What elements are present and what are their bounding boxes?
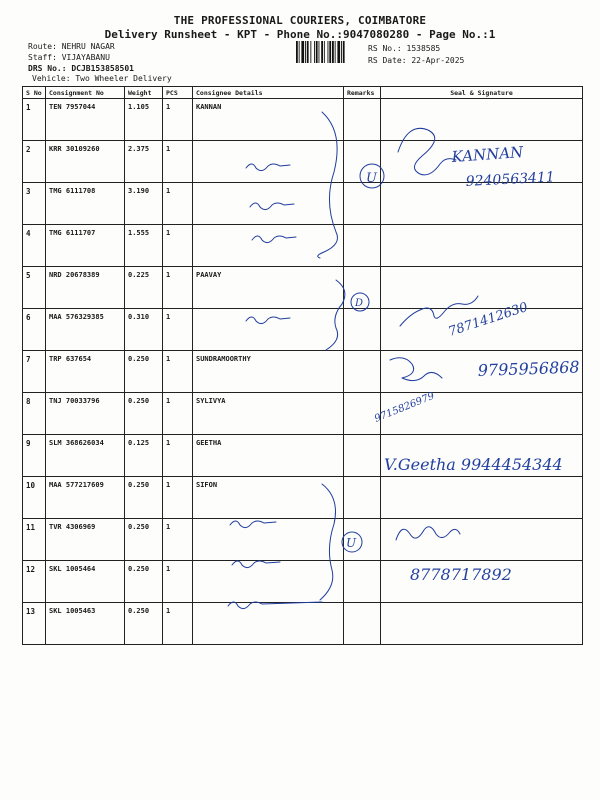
cell-sno: 9	[23, 435, 46, 477]
signature-scribble	[396, 527, 460, 540]
rs-date: RS Date: 22-Apr-2025	[368, 56, 465, 65]
tick-mark	[250, 203, 294, 210]
tick-mark	[232, 561, 280, 568]
col-header-pcs: PCS	[163, 87, 193, 99]
cell-weight: 0.310	[125, 309, 163, 351]
cell-pcs: 1	[163, 99, 193, 141]
cell-consignment-no: MAA 576329385	[46, 309, 125, 351]
col-header-remarks: Remarks	[344, 87, 381, 99]
cell-pcs: 1	[163, 435, 193, 477]
cell-consignee: KANNAN	[193, 99, 344, 141]
vehicle-line: Vehicle: Two Wheeler Delivery	[32, 74, 172, 83]
cell-consignment-no: TRP 637654	[46, 351, 125, 393]
cell-sno: 12	[23, 561, 46, 603]
col-header-weight: Weight	[125, 87, 163, 99]
cell-consignment-no: SLM 368626034	[46, 435, 125, 477]
cell-weight: 0.225	[125, 267, 163, 309]
staff-line: Staff: VIJAYABANU	[28, 53, 110, 62]
cell-consignment-no: MAA 577217609	[46, 477, 125, 519]
cell-pcs: 1	[163, 393, 193, 435]
cell-consignee: SUNDRAMOORTHY	[193, 351, 344, 393]
col-header-consignment: Consignment No	[46, 87, 125, 99]
tick-mark	[230, 521, 276, 528]
cell-sno: 3	[23, 183, 46, 225]
remark-mark: U	[366, 171, 377, 186]
col-header-sno: S No	[23, 87, 46, 99]
runsheet-subtitle: Delivery Runsheet - KPT - Phone No.:9047080280 - Page No.:1	[104, 28, 496, 41]
cell-pcs: 1	[163, 183, 193, 225]
cell-weight: 0.250	[125, 519, 163, 561]
cell-weight: 0.250	[125, 477, 163, 519]
cell-weight: 0.125	[125, 435, 163, 477]
rs-number: RS No.: 1538585	[368, 44, 441, 53]
cell-sno: 8	[23, 393, 46, 435]
cell-consignment-no: TEN 7957044	[46, 99, 125, 141]
cell-consignment-no: SKL 1005464	[46, 561, 125, 603]
remark-mark-2: D	[355, 298, 364, 309]
cell-weight: 3.190	[125, 183, 163, 225]
cell-consignment-no: TMG 6111708	[46, 183, 125, 225]
cell-sno: 7	[23, 351, 46, 393]
cell-consignment-no: TMG 6111707	[46, 225, 125, 267]
cell-sno: 1	[23, 99, 46, 141]
company-title: THE PROFESSIONAL COURIERS, COIMBATORE	[173, 14, 427, 27]
cell-consignment-no: NRD 20678389	[46, 267, 125, 309]
cell-weight: 0.250	[125, 393, 163, 435]
signature-phone-5: 8778717892	[410, 565, 512, 584]
cell-consignee: SYLIVYA	[193, 393, 344, 435]
cell-consignment-no: KRR 30109260	[46, 141, 125, 183]
cell-pcs: 1	[163, 561, 193, 603]
cell-sno: 2	[23, 141, 46, 183]
signature-scribble	[390, 358, 442, 381]
tick-mark	[246, 164, 290, 171]
signature-phone-3-alt: 9715826979	[373, 390, 437, 425]
signature-phone-1: 9240563411	[465, 169, 556, 190]
bracket-mark	[320, 484, 336, 600]
tick-mark	[252, 236, 296, 243]
cell-pcs: 1	[163, 225, 193, 267]
remark-mark-3: U	[346, 536, 357, 550]
cell-consignment-no: TVR 4306969	[46, 519, 125, 561]
route-line: Route: NEHRU NAGAR	[28, 42, 115, 51]
cell-consignee: PAAVAY	[193, 267, 344, 309]
bracket-mark	[318, 112, 338, 258]
cell-weight: 2.375	[125, 141, 163, 183]
cell-weight: 0.250	[125, 603, 163, 645]
cell-weight: 1.105	[125, 99, 163, 141]
col-header-signature: Seal & Signature	[381, 87, 583, 99]
signature-geetha: V.Geetha 9944454344	[384, 455, 563, 474]
cell-pcs: 1	[163, 519, 193, 561]
tick-mark	[228, 602, 322, 609]
cell-pcs: 1	[163, 141, 193, 183]
signature-phone-3: 9795956868	[477, 357, 580, 380]
cell-sno: 5	[23, 267, 46, 309]
col-header-consignee: Consignee Details	[193, 87, 344, 99]
cell-consignee: GEETHA	[193, 435, 344, 477]
cell-weight: 1.555	[125, 225, 163, 267]
signature-scribble	[398, 128, 456, 175]
cell-pcs: 1	[163, 351, 193, 393]
signature-phone-2: 7871412630	[446, 299, 530, 340]
cell-sno: 13	[23, 603, 46, 645]
cell-weight: 0.250	[125, 561, 163, 603]
bracket-mark	[326, 280, 345, 350]
cell-pcs: 1	[163, 267, 193, 309]
cell-pcs: 1	[163, 309, 193, 351]
drs-line: DRS No.: DCJB153858501	[28, 64, 134, 73]
cell-pcs: 1	[163, 477, 193, 519]
cell-consignee: SIFON	[193, 477, 344, 519]
cell-sno: 4	[23, 225, 46, 267]
cell-consignment-no: TNJ 70033796	[46, 393, 125, 435]
cell-sno: 11	[23, 519, 46, 561]
cell-pcs: 1	[163, 603, 193, 645]
tick-mark	[246, 317, 290, 324]
cell-weight: 0.250	[125, 351, 163, 393]
cell-consignment-no: SKL 1005463	[46, 603, 125, 645]
signature-name-1: KANNAN	[451, 143, 524, 166]
cell-sno: 6	[23, 309, 46, 351]
cell-sno: 10	[23, 477, 46, 519]
